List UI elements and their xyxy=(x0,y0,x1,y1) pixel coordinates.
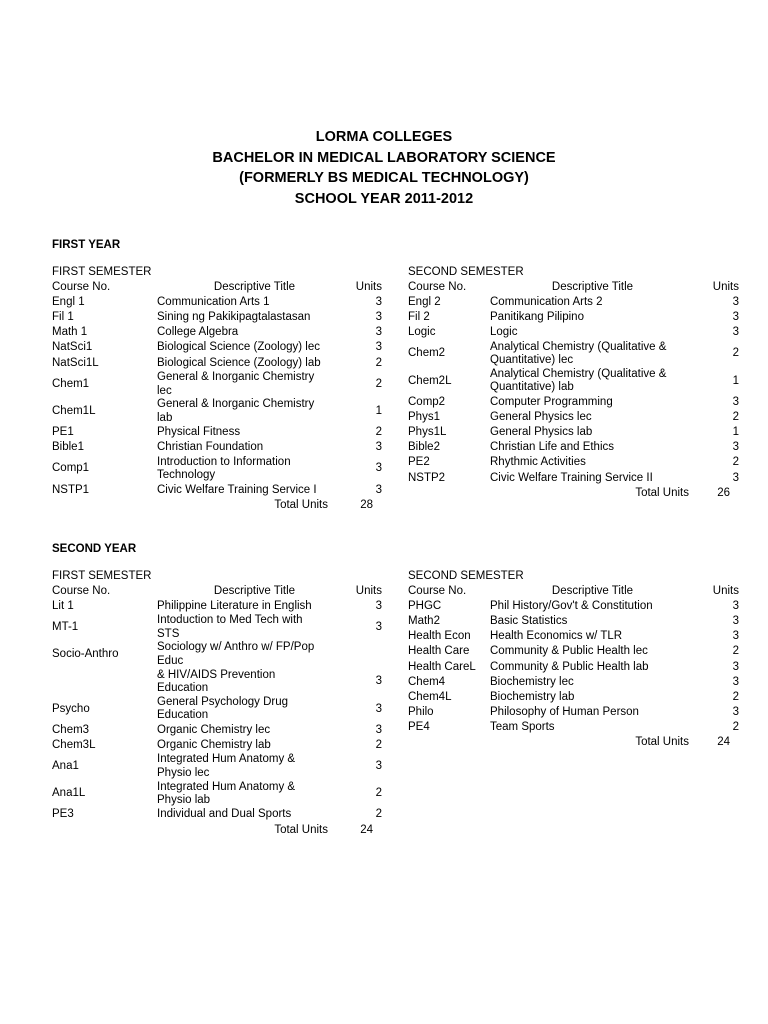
course-title-line: lab xyxy=(157,411,173,424)
total-units-label: Total Units xyxy=(274,823,328,836)
course-row xyxy=(52,614,382,641)
course-units: 3 xyxy=(375,310,382,323)
course-units: 3 xyxy=(375,483,382,496)
course-title-line: Physio lec xyxy=(157,766,210,779)
course-title xyxy=(157,357,352,371)
course-title xyxy=(490,311,695,325)
course-number: Chem3L xyxy=(52,738,96,751)
course-units: 3 xyxy=(375,441,382,454)
course-row xyxy=(52,696,382,723)
course-units: 2 xyxy=(732,690,739,703)
course-row xyxy=(408,614,739,629)
course-title-line: Education xyxy=(157,682,209,695)
course-title xyxy=(157,781,352,808)
column-header-row xyxy=(52,280,382,295)
course-number: Health CareL xyxy=(408,660,476,673)
column-header-row xyxy=(52,584,382,599)
course-title-line: Biological Science (Zoology) lab xyxy=(157,356,321,369)
course-row xyxy=(52,356,382,371)
course-number: Phys1 xyxy=(408,410,440,423)
course-title-line: General & Inorganic Chemistry xyxy=(157,398,315,411)
course-title-line: Education xyxy=(157,709,209,722)
course-title xyxy=(490,296,695,310)
course-title xyxy=(490,676,695,690)
course-number: Chem1L xyxy=(52,404,96,417)
course-units: 3 xyxy=(732,614,739,627)
course-number: PE4 xyxy=(408,721,430,734)
course-title-line: Analytical Chemistry (Qualitative & xyxy=(490,367,667,380)
course-title xyxy=(157,696,352,723)
course-title xyxy=(157,600,352,614)
course-title-line: Biological Science (Zoology) lec xyxy=(157,341,320,354)
course-units: 3 xyxy=(375,760,382,773)
course-no-header: Course No. xyxy=(408,280,467,293)
course-title-line: General & Inorganic Chemistry xyxy=(157,370,315,383)
total-units-row xyxy=(408,486,739,501)
course-row xyxy=(408,456,739,471)
course-number: Fil 2 xyxy=(408,310,430,323)
semester-title: SECOND SEMESTER xyxy=(408,266,524,278)
course-row xyxy=(408,660,739,675)
course-title xyxy=(490,706,695,720)
course-number: NatSci1L xyxy=(52,356,99,369)
course-row xyxy=(408,690,739,705)
course-no-header: Course No. xyxy=(52,584,111,597)
course-number: NSTP2 xyxy=(408,471,446,484)
total-units-value: 28 xyxy=(360,498,373,511)
course-title-line: Introduction to Information xyxy=(157,455,291,468)
course-title xyxy=(157,669,352,696)
course-units: 2 xyxy=(375,738,382,751)
course-title-line: Civic Welfare Training Service II xyxy=(490,471,653,484)
course-number: Comp2 xyxy=(408,395,446,408)
course-number: Engl 1 xyxy=(52,295,85,308)
course-units: 3 xyxy=(732,675,739,688)
course-units: 2 xyxy=(375,377,382,390)
course-title-line: Integrated Hum Anatomy & xyxy=(157,753,296,766)
course-number: PE1 xyxy=(52,426,74,439)
course-units: 3 xyxy=(732,310,739,323)
course-row xyxy=(52,295,382,310)
course-title-line: & HIV/AIDS Prevention xyxy=(157,668,276,681)
course-title xyxy=(157,753,352,780)
semester-block xyxy=(408,265,739,501)
course-title xyxy=(157,641,352,668)
course-row xyxy=(52,753,382,780)
course-title xyxy=(490,721,695,735)
course-title-line: Biochemistry lab xyxy=(490,690,575,703)
course-title-line: Biochemistry lec xyxy=(490,675,574,688)
course-units: 1 xyxy=(732,374,739,387)
semester-title: FIRST SEMESTER xyxy=(52,570,152,582)
total-units-value: 24 xyxy=(717,736,730,749)
course-units: 3 xyxy=(732,295,739,308)
descriptive-title-header: Descriptive Title xyxy=(551,584,634,597)
course-number: Logic xyxy=(408,326,436,339)
course-number: NSTP1 xyxy=(52,483,90,496)
course-number: Engl 2 xyxy=(408,295,441,308)
year-label: SECOND YEAR xyxy=(52,543,137,555)
course-title-line: Christian Foundation xyxy=(157,441,264,454)
course-title xyxy=(157,739,352,753)
course-units: 3 xyxy=(375,462,382,475)
course-units: 2 xyxy=(375,426,382,439)
units-header: Units xyxy=(355,280,382,293)
course-number: Chem4 xyxy=(408,675,446,688)
total-units-label: Total Units xyxy=(635,486,689,499)
units-header: Units xyxy=(712,280,739,293)
college-name: LORMA COLLEGES xyxy=(315,129,453,145)
course-row xyxy=(408,425,739,440)
course-units: 3 xyxy=(732,706,739,719)
course-row xyxy=(408,295,739,310)
course-title xyxy=(157,398,352,425)
course-title xyxy=(490,396,695,410)
course-title xyxy=(157,371,352,398)
course-row xyxy=(52,669,382,696)
course-number: Bible1 xyxy=(52,441,84,454)
course-row xyxy=(52,441,382,456)
course-title xyxy=(490,645,695,659)
course-number: MT-1 xyxy=(52,620,79,633)
course-title-line: Analytical Chemistry (Qualitative & xyxy=(490,340,667,353)
course-title-line: lec xyxy=(157,384,172,397)
course-units: 2 xyxy=(375,808,382,821)
course-number: Philo xyxy=(408,706,434,719)
course-title-line: Physical Fitness xyxy=(157,426,241,439)
course-number: Math 1 xyxy=(52,326,88,339)
course-units: 3 xyxy=(732,660,739,673)
course-row xyxy=(408,310,739,325)
course-number: Fil 1 xyxy=(52,310,74,323)
course-number: Health Econ xyxy=(408,630,471,643)
total-units-row xyxy=(52,823,382,838)
course-row xyxy=(52,341,382,356)
course-row xyxy=(52,456,382,483)
course-title xyxy=(157,341,352,355)
course-title xyxy=(490,441,695,455)
course-title xyxy=(490,472,695,486)
course-row xyxy=(408,410,739,425)
course-title-line: Computer Programming xyxy=(490,395,613,408)
course-row xyxy=(52,641,382,668)
course-number: NatSci1 xyxy=(52,341,93,354)
course-title-line: Panitikang Pilipino xyxy=(490,310,584,323)
document-header xyxy=(0,127,768,209)
course-title-line: Rhythmic Activities xyxy=(490,456,586,469)
course-number: Socio-Anthro xyxy=(52,648,119,661)
course-number: Ana1L xyxy=(52,787,86,800)
course-row xyxy=(52,599,382,614)
course-title-line: Quantitative) lab xyxy=(490,381,574,394)
course-units: 2 xyxy=(732,645,739,658)
course-title-line: Philosophy of Human Person xyxy=(490,706,639,719)
course-row xyxy=(52,325,382,340)
course-number: Phys1L xyxy=(408,426,447,439)
course-units: 3 xyxy=(732,599,739,612)
course-title xyxy=(157,311,352,325)
descriptive-title-header: Descriptive Title xyxy=(551,280,634,293)
course-title xyxy=(157,614,352,641)
course-title xyxy=(490,368,695,395)
course-units: 3 xyxy=(375,702,382,715)
course-title xyxy=(157,296,352,310)
course-units: 3 xyxy=(375,620,382,633)
descriptive-title-header: Descriptive Title xyxy=(213,280,296,293)
course-row xyxy=(52,398,382,425)
course-units: 3 xyxy=(375,295,382,308)
course-number: PHGC xyxy=(408,599,442,612)
total-units-value: 26 xyxy=(717,486,730,499)
total-units-label: Total Units xyxy=(635,736,689,749)
course-no-header: Course No. xyxy=(408,584,467,597)
course-units: 3 xyxy=(732,395,739,408)
semester-block xyxy=(52,569,382,838)
course-title-line: General Physics lab xyxy=(490,426,593,439)
course-row xyxy=(408,395,739,410)
program-name: BACHELOR IN MEDICAL LABORATORY SCIENCE xyxy=(212,149,556,166)
course-row xyxy=(408,705,739,720)
course-number: Comp1 xyxy=(52,462,90,475)
course-title xyxy=(157,441,352,455)
program-former-name: (FORMERLY BS MEDICAL TECHNOLOGY) xyxy=(239,170,529,186)
course-number: Math2 xyxy=(408,614,440,627)
course-title-line: Educ xyxy=(157,654,184,667)
course-number: Chem4L xyxy=(408,690,452,703)
course-row xyxy=(52,781,382,808)
course-title xyxy=(157,456,352,483)
course-number: Chem1 xyxy=(52,377,90,390)
course-title-line: Logic xyxy=(490,326,518,339)
total-units-value: 24 xyxy=(360,823,373,836)
course-title-line: STS xyxy=(157,627,180,640)
course-title xyxy=(490,341,695,368)
semester-title: SECOND SEMESTER xyxy=(408,570,524,582)
course-title-line: Sining ng Pakikipagtalastasan xyxy=(157,310,311,323)
course-number: PE3 xyxy=(52,808,74,821)
course-row xyxy=(408,629,739,644)
semester-title: FIRST SEMESTER xyxy=(52,266,152,278)
course-row xyxy=(408,599,739,614)
course-title-line: Communication Arts 2 xyxy=(490,295,603,308)
course-title-line: Community & Public Health lab xyxy=(490,660,649,673)
course-units: 1 xyxy=(375,404,382,417)
course-title-line: Individual and Dual Sports xyxy=(157,808,292,821)
course-row xyxy=(408,471,739,486)
course-units: 3 xyxy=(375,723,382,736)
course-title-line: Physio lab xyxy=(157,794,211,807)
course-row xyxy=(408,721,739,736)
course-units: 3 xyxy=(375,675,382,688)
course-title-line: Team Sports xyxy=(490,721,555,734)
course-title-line: Phil History/Gov't & Constitution xyxy=(490,599,653,612)
course-no-header: Course No. xyxy=(52,280,111,293)
course-title-line: Organic Chemistry lec xyxy=(157,723,271,736)
course-row xyxy=(408,368,739,395)
course-units: 3 xyxy=(732,441,739,454)
course-row xyxy=(52,310,382,325)
course-number: Bible2 xyxy=(408,441,440,454)
course-title xyxy=(157,724,352,738)
course-title xyxy=(490,456,695,470)
course-title-line: Health Economics w/ TLR xyxy=(490,630,623,643)
units-header: Units xyxy=(712,584,739,597)
course-units: 2 xyxy=(375,787,382,800)
course-number: Psycho xyxy=(52,702,90,715)
course-row xyxy=(408,441,739,456)
course-units: 2 xyxy=(732,410,739,423)
course-units: 3 xyxy=(732,471,739,484)
total-units-row xyxy=(52,498,382,513)
course-units: 3 xyxy=(375,326,382,339)
column-header-row xyxy=(408,584,739,599)
course-title xyxy=(490,691,695,705)
course-units: 3 xyxy=(732,326,739,339)
course-number: Chem3 xyxy=(52,723,90,736)
course-row xyxy=(52,808,382,823)
course-row xyxy=(408,341,739,368)
total-units-label: Total Units xyxy=(274,498,328,511)
course-title xyxy=(490,630,695,644)
course-row xyxy=(52,425,382,440)
course-title-line: Christian Life and Ethics xyxy=(490,441,615,454)
course-title-line: College Algebra xyxy=(157,326,239,339)
course-number: Chem2L xyxy=(408,374,452,387)
course-title xyxy=(490,615,695,629)
course-title-line: Community & Public Health lec xyxy=(490,645,648,658)
course-title xyxy=(157,808,352,822)
course-title-line: General Psychology Drug xyxy=(157,695,289,708)
descriptive-title-header: Descriptive Title xyxy=(213,584,296,597)
course-title xyxy=(157,426,352,440)
course-number: Ana1 xyxy=(52,760,79,773)
course-title xyxy=(490,661,695,675)
course-row xyxy=(408,645,739,660)
course-title-line: Communication Arts 1 xyxy=(157,295,270,308)
course-title-line: Philippine Literature in English xyxy=(157,599,312,612)
course-row xyxy=(52,371,382,398)
course-units: 3 xyxy=(375,341,382,354)
semester-block xyxy=(52,265,382,513)
course-number: Chem2 xyxy=(408,347,446,360)
course-number: Health Care xyxy=(408,645,470,658)
course-units: 2 xyxy=(375,356,382,369)
course-title-line: Quantitative) lec xyxy=(490,354,574,367)
column-header-row xyxy=(408,280,739,295)
units-header: Units xyxy=(355,584,382,597)
course-units: 3 xyxy=(732,630,739,643)
course-units: 2 xyxy=(732,721,739,734)
total-units-row xyxy=(408,736,739,751)
course-units: 3 xyxy=(375,599,382,612)
year-label: FIRST YEAR xyxy=(52,239,121,251)
course-units: 2 xyxy=(732,456,739,469)
course-title-line: Basic Statistics xyxy=(490,614,568,627)
course-row xyxy=(408,325,739,340)
course-title-line: Civic Welfare Training Service I xyxy=(157,483,317,496)
course-title-line: Technology xyxy=(157,469,216,482)
course-title xyxy=(490,600,695,614)
course-title xyxy=(490,326,695,340)
course-title xyxy=(490,426,695,440)
course-row xyxy=(52,483,382,498)
semester-block xyxy=(408,569,739,751)
course-title-line: Organic Chemistry lab xyxy=(157,738,271,751)
course-title-line: Integrated Hum Anatomy & xyxy=(157,780,296,793)
course-title xyxy=(157,326,352,340)
course-number: PE2 xyxy=(408,456,430,469)
course-units: 1 xyxy=(732,426,739,439)
course-number: Lit 1 xyxy=(52,599,74,612)
course-row xyxy=(408,675,739,690)
course-row xyxy=(52,723,382,738)
course-title-line: Intoduction to Med Tech with xyxy=(157,614,303,627)
course-title xyxy=(157,484,352,498)
course-title-line: General Physics lec xyxy=(490,410,592,423)
course-units: 2 xyxy=(732,347,739,360)
course-title xyxy=(490,411,695,425)
course-title-line: Sociology w/ Anthro w/ FP/Pop xyxy=(157,641,315,654)
course-row xyxy=(52,738,382,753)
school-year: SCHOOL YEAR 2011-2012 xyxy=(294,190,474,207)
